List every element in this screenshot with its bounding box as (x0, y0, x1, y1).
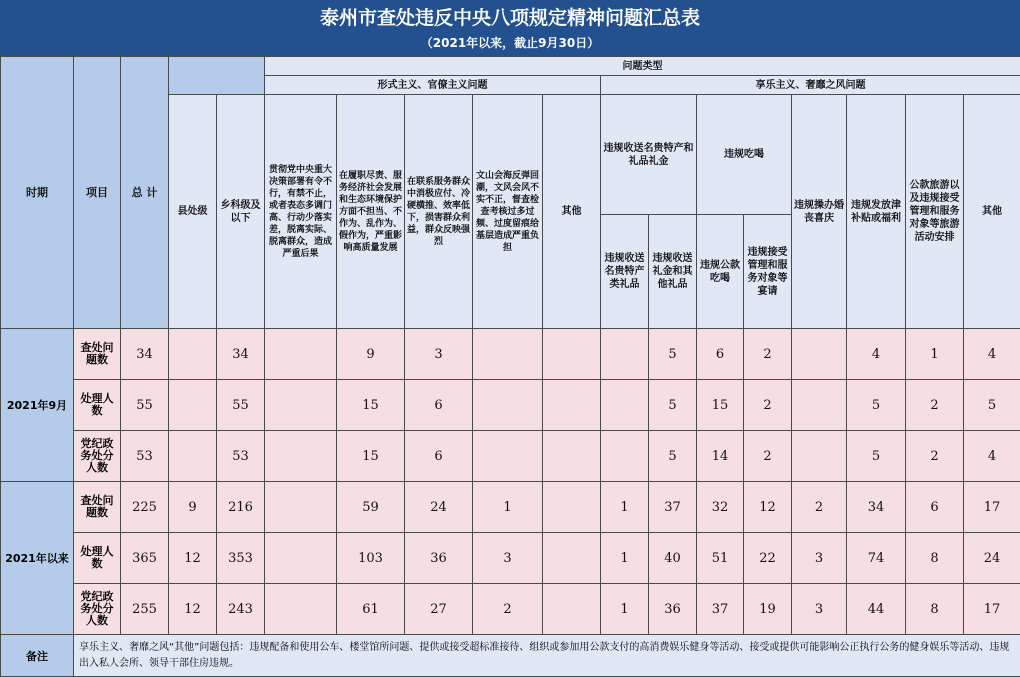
table-cell (792, 380, 847, 431)
header-h-other: 其他 (964, 95, 1020, 329)
header-eat-a: 违规公款吃喝 (697, 215, 744, 329)
header-eat: 违规吃喝 (697, 95, 792, 215)
header-group-hedonism: 享乐主义、奢靡之风问题 (601, 76, 1020, 95)
table-cell: 36 (649, 584, 697, 635)
table-cell: 15 (337, 380, 405, 431)
table-cell: 4 (964, 329, 1020, 380)
table-cell (169, 329, 217, 380)
table-cell (601, 431, 649, 482)
header-total: 总 计 (121, 57, 169, 329)
summary-table (0, 56, 1020, 677)
table-cell: 1 (601, 533, 649, 584)
table-cell: 53 (121, 431, 169, 482)
table-cell: 37 (649, 482, 697, 533)
table-cell (473, 380, 543, 431)
table-cell: 37 (697, 584, 744, 635)
table-cell: 32 (697, 482, 744, 533)
period-label: 2021年9月 (1, 329, 74, 482)
table-cell: 55 (121, 380, 169, 431)
table-row (1, 482, 1020, 533)
table-cell: 255 (121, 584, 169, 635)
table-cell: 15 (697, 380, 744, 431)
header-f2: 在履职尽责、服务经济社会发展和生态环境保护方面不担当、不作为、乱作为、假作为，严重影响高质量发展 (337, 95, 405, 329)
title-bar (0, 0, 1020, 56)
table-cell (543, 584, 601, 635)
table-cell: 3 (792, 584, 847, 635)
table-row (1, 380, 1020, 431)
header-travel: 公款旅游以及违规接受管理和服务对象等旅游活动安排 (906, 95, 964, 329)
table-cell: 27 (405, 584, 473, 635)
table-cell (265, 431, 337, 482)
table-cell: 353 (217, 533, 265, 584)
table-cell: 9 (169, 482, 217, 533)
table-cell: 55 (217, 380, 265, 431)
header-county-level: 县处级 (169, 95, 217, 329)
table-cell: 44 (847, 584, 906, 635)
table-cell: 24 (405, 482, 473, 533)
table-cell: 34 (847, 482, 906, 533)
header-subsidy: 违规发放津补贴或福利 (847, 95, 906, 329)
table-cell: 4 (847, 329, 906, 380)
table-cell: 2 (906, 431, 964, 482)
table-cell (265, 584, 337, 635)
table-cell (543, 533, 601, 584)
table-cell: 36 (405, 533, 473, 584)
table-cell: 59 (337, 482, 405, 533)
table-cell (543, 329, 601, 380)
table-cell: 17 (964, 482, 1020, 533)
table-cell: 17 (964, 584, 1020, 635)
table-cell: 365 (121, 533, 169, 584)
table-cell (792, 431, 847, 482)
header-eat-b: 违规接受管理和服务对象等宴请 (744, 215, 792, 329)
table-cell: 216 (217, 482, 265, 533)
table-cell: 2 (744, 431, 792, 482)
table-cell: 5 (649, 329, 697, 380)
table-cell: 4 (964, 431, 1020, 482)
table-cell: 3 (473, 533, 543, 584)
table-cell: 12 (744, 482, 792, 533)
table-cell (543, 431, 601, 482)
table-cell: 2 (906, 380, 964, 431)
table-cell (265, 329, 337, 380)
table-cell: 2 (473, 584, 543, 635)
table-cell (601, 329, 649, 380)
header-f5-other: 其他 (543, 95, 601, 329)
table-cell (169, 431, 217, 482)
table-cell: 34 (217, 329, 265, 380)
header-f4: 文山会海反弹回潮，文风会风不实不正，督查检查考核过多过频、过度留痕给基层造成严重负担 (473, 95, 543, 329)
table-cell (265, 380, 337, 431)
header-period: 时期 (1, 57, 74, 329)
table-cell (473, 329, 543, 380)
table-cell: 8 (906, 533, 964, 584)
header-gift: 违规收送名贵特产和礼品礼金 (601, 95, 697, 215)
page-title: 泰州市查处违反中央八项规定精神问题汇总表 (0, 0, 1020, 28)
header-wedding: 违规操办婚丧喜庆 (792, 95, 847, 329)
table-cell: 1 (906, 329, 964, 380)
table-row (1, 533, 1020, 584)
table-cell: 12 (169, 584, 217, 635)
header-gift-b: 违规收送礼金和其他礼品 (649, 215, 697, 329)
table-row (1, 431, 1020, 482)
table-cell: 6 (906, 482, 964, 533)
note-label: 备注 (1, 635, 74, 677)
table-cell: 74 (847, 533, 906, 584)
header-f3: 在联系服务群众中消极应付、冷硬横推、效率低下，损害群众利益，群众反映强烈 (405, 95, 473, 329)
row-item-label: 处理人数 (74, 380, 121, 431)
header-gift-a: 违规收送名贵特产类礼品 (601, 215, 649, 329)
table-cell: 34 (121, 329, 169, 380)
table-cell (265, 533, 337, 584)
table-cell: 61 (337, 584, 405, 635)
table-cell: 225 (121, 482, 169, 533)
table-cell (265, 482, 337, 533)
header-problem-type: 问题类型 (265, 57, 1020, 76)
table-cell: 5 (649, 380, 697, 431)
header-group-formalism: 形式主义、官僚主义问题 (265, 76, 601, 95)
table-cell: 103 (337, 533, 405, 584)
table-cell (543, 380, 601, 431)
table-cell: 5 (964, 380, 1020, 431)
table-cell: 243 (217, 584, 265, 635)
table-cell (473, 431, 543, 482)
table-cell: 22 (744, 533, 792, 584)
table-cell: 1 (473, 482, 543, 533)
header-item: 项目 (74, 57, 121, 329)
table-row (1, 329, 1020, 380)
row-item-label: 查处问题数 (74, 482, 121, 533)
table-cell: 2 (744, 329, 792, 380)
table-cell: 19 (744, 584, 792, 635)
row-item-label: 处理人数 (74, 533, 121, 584)
table-cell: 12 (169, 533, 217, 584)
table-cell: 9 (337, 329, 405, 380)
note-text: 享乐主义、奢靡之风“其他”问题包括：违规配备和使用公车、楼堂馆所问题、提供或接受超标准接待、组织或参加用公款支付的高消费娱乐健身等活动、接受或提供可能影响公正执行公务的健身娱乐等活动、违规出入私人会所、领导干部住房违规。 (74, 635, 1020, 677)
table-cell: 5 (847, 431, 906, 482)
table-cell: 51 (697, 533, 744, 584)
table-cell: 24 (964, 533, 1020, 584)
row-item-label: 查处问题数 (74, 329, 121, 380)
header-blank (169, 57, 265, 95)
table-cell: 6 (405, 431, 473, 482)
table-cell: 53 (217, 431, 265, 482)
table-cell: 3 (405, 329, 473, 380)
table-cell (792, 329, 847, 380)
table-cell: 5 (847, 380, 906, 431)
table-cell: 3 (792, 533, 847, 584)
table-cell: 14 (697, 431, 744, 482)
row-item-label: 党纪政务处分人数 (74, 431, 121, 482)
table-cell: 5 (649, 431, 697, 482)
table-cell: 1 (601, 482, 649, 533)
table-cell: 2 (792, 482, 847, 533)
table-cell: 15 (337, 431, 405, 482)
table-cell (601, 380, 649, 431)
header-f1: 贯彻党中央重大决策部署有令不行，有禁不止，或者表态多调门高、行动少落实差，脱离实际、脱离群众，造成严重后果 (265, 95, 337, 329)
table-cell (543, 482, 601, 533)
table-cell: 8 (906, 584, 964, 635)
data-body (1, 329, 1020, 635)
header-township-level: 乡科级及以下 (217, 95, 265, 329)
table-cell: 6 (697, 329, 744, 380)
page-subtitle: （2021年以来，截止9月30日） (0, 36, 1020, 50)
table-cell: 1 (601, 584, 649, 635)
table-cell: 2 (744, 380, 792, 431)
table-cell (169, 380, 217, 431)
period-label: 2021年以来 (1, 482, 74, 635)
table-cell: 40 (649, 533, 697, 584)
table-row (1, 584, 1020, 635)
row-item-label: 党纪政务处分人数 (74, 584, 121, 635)
table-cell: 6 (405, 380, 473, 431)
